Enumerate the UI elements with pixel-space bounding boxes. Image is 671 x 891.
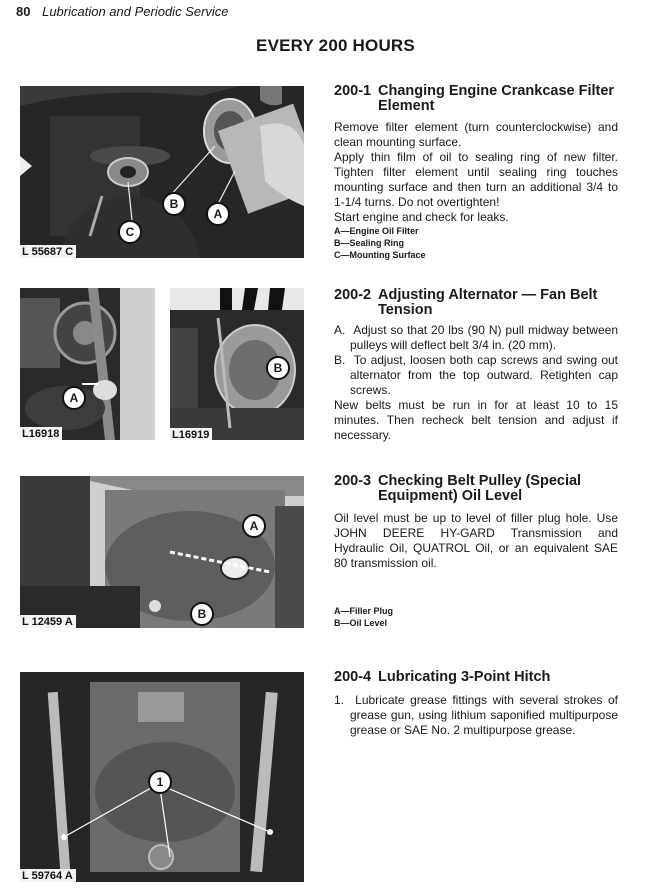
photo-3-point-hitch	[20, 672, 304, 882]
photo-caption: L16918	[20, 427, 62, 440]
photo-caption: L 12459 A	[20, 615, 76, 628]
paragraph: Start engine and check for leaks.	[334, 210, 509, 224]
photo-belt-pulley	[20, 476, 304, 628]
paragraph: New belts must be run in for at least 10 to 15 minutes. Then recheck belt tension and adjust if necessary.	[334, 398, 618, 442]
list-item: A. Adjust so that 20 lbs (90 N) pull midway between pulleys will deflect belt 3/4 in. (20 mm).	[334, 323, 618, 352]
photo-caption: L16919	[170, 428, 212, 440]
callout-a-icon: A	[62, 386, 86, 410]
section-title-200-2: 200-2 Adjusting Alternator — Fan Belt Tension	[334, 287, 598, 318]
section-body-200-4	[334, 693, 618, 738]
photo-belt-tension-b	[170, 288, 304, 440]
belt-illustration-a	[20, 288, 155, 440]
section-body-200-1	[334, 120, 618, 225]
callout-b-icon: B	[162, 192, 186, 216]
callout-b-icon: B	[190, 602, 214, 626]
belt-pulley-illustration	[20, 476, 304, 628]
photo-caption: L 55687 C	[20, 245, 76, 258]
section-body-200-3	[334, 511, 618, 571]
list-item: B. To adjust, loosen both cap screws and swing out alternator from the top outward. Retighten cap screws.	[334, 353, 619, 397]
photo-oil-filter	[20, 86, 304, 258]
paragraph: Oil level must be up to level of filler plug hole. Use JOHN DEERE HY-GARD Transmission and Hydraulic Oil, QUATROL Oil, or an equivalent SAE 80 transmission oil.	[334, 511, 618, 570]
photo-belt-tension-a	[20, 288, 155, 440]
page-title: EVERY 200 HOURS	[256, 36, 415, 55]
section-body-200-2	[334, 323, 618, 443]
paragraph: Apply thin film of oil to sealing ring of new filter. Tighten filter element until sealing ring touches mounting surface and then turn an additional 3/4 to 1-1/4 turns. Do not overtighten!	[334, 150, 618, 209]
callout-c-icon: C	[118, 220, 142, 244]
legend-200-3: A—Filler Plug B—Oil Level	[334, 606, 394, 628]
callout-a-icon: A	[206, 202, 230, 226]
header-title: Lubrication and Periodic Service	[42, 4, 229, 19]
section-title-200-3: 200-3 Checking Belt Pulley (Special Equipment) Oil Level	[334, 473, 582, 504]
section-title-200-1: 200-1 Changing Engine Crankcase Filter Element	[334, 83, 615, 114]
page-header	[16, 4, 229, 19]
oil-filter-illustration	[20, 86, 304, 258]
photo-caption: L 59764 A	[20, 869, 76, 882]
legend-200-1: A—Engine Oil Filter B—Sealing Ring C—Mounting Surface	[334, 226, 426, 260]
callout-a-icon: A	[242, 514, 266, 538]
list-item: 1. Lubricate grease fittings with several strokes of grease gun, using lithium saponified multipurpose grease or SAE No. 2 multipurpose grease.	[334, 693, 619, 737]
page-number: 80	[16, 4, 31, 19]
callout-1-icon: 1	[148, 770, 172, 794]
section-title-200-4: 200-4 Lubricating 3-Point Hitch	[334, 669, 551, 685]
callout-b-icon: B	[266, 356, 290, 380]
paragraph: Remove filter element (turn counterclockwise) and clean mounting surface.	[334, 120, 618, 149]
